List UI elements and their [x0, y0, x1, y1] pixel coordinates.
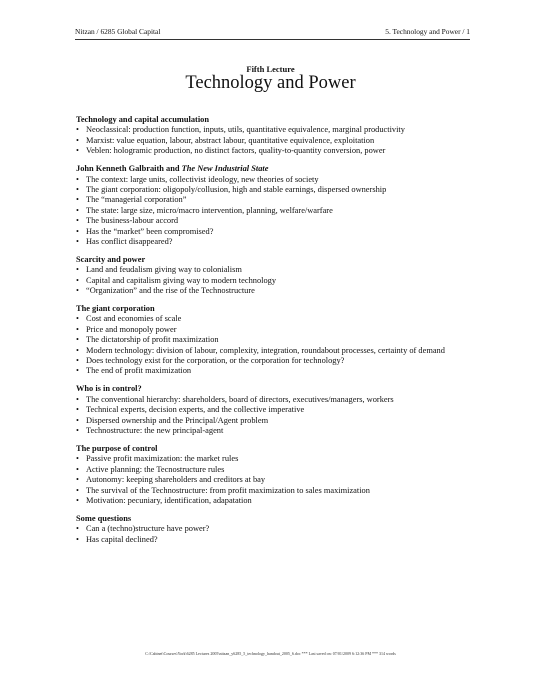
list-item [76, 475, 476, 485]
section-title [76, 444, 476, 454]
list-item-text: Neoclassical: production function, inputs, utils, quantitative equivalence, marginal productivity [86, 125, 405, 135]
bullet-icon: • [76, 216, 79, 226]
list-item-text: Active planning: the Tecnostructure rules [86, 464, 225, 474]
list-item-text: Can a (techno)structure have power? [86, 524, 210, 534]
section [76, 255, 476, 297]
bullet-icon: • [76, 314, 79, 324]
list-item [76, 426, 476, 436]
list-item [76, 335, 476, 345]
section [76, 164, 476, 247]
list-item [76, 356, 476, 366]
page-header [75, 27, 470, 40]
list-item-text: The dictatorship of profit maximization [86, 335, 219, 345]
list-item-text: The state: large size, micro/macro intervention, planning, welfare/warfare [86, 205, 333, 215]
bullet-icon: • [76, 174, 79, 184]
section-title-text: The purpose of control [76, 443, 158, 453]
section-title-text: John Kenneth Galbraith and [76, 164, 182, 174]
bullet-list [76, 314, 476, 376]
list-item [76, 237, 476, 247]
list-item [76, 416, 476, 426]
bullet-icon: • [76, 356, 79, 366]
list-item-text: Veblen: hologramic production, no distinct factors, quality-to-quantity conversion, power [86, 146, 386, 156]
section-title-text: The giant corporation [76, 304, 155, 313]
bullet-icon: • [76, 265, 79, 275]
bullet-icon: • [76, 226, 79, 236]
list-item [76, 185, 476, 195]
list-item-text: The end of profit maximization [86, 366, 192, 376]
list-item-text: The context: large units, collectivist ideology, new theories of society [86, 174, 319, 184]
section-title [76, 255, 476, 265]
list-item-text: Land and feudalism giving way to colonialism [86, 265, 242, 275]
bullet-list [76, 524, 476, 545]
list-item-text: Price and monopoly power [86, 324, 177, 334]
list-item [76, 227, 476, 237]
bullet-icon: • [76, 205, 79, 215]
list-item [76, 195, 476, 205]
section-title [76, 514, 476, 524]
page-title: Technology and Power [185, 73, 356, 93]
list-item [76, 206, 476, 216]
bullet-icon: • [76, 394, 79, 404]
bullet-icon: • [76, 425, 79, 435]
list-item-text: Technical experts, decision experts, and the collective imperative [86, 405, 305, 415]
bullet-icon: • [76, 184, 79, 194]
bullet-icon: • [76, 485, 79, 495]
list-item [76, 265, 476, 275]
list-item [76, 535, 476, 545]
list-item [76, 524, 476, 534]
list-item [76, 366, 476, 376]
bullet-list [76, 395, 476, 437]
list-item [76, 314, 476, 324]
list-item-text: “Organization” and the rise of the Technostructure [86, 286, 255, 296]
bullet-icon: • [76, 286, 79, 296]
section [76, 304, 476, 377]
list-item [76, 146, 476, 156]
lecture-number: Fifth Lecture [246, 64, 295, 74]
section-title [76, 304, 476, 314]
list-item-text: The business-labour accord [86, 216, 179, 226]
list-item [76, 276, 476, 286]
bullet-icon: • [76, 495, 79, 505]
bullet-icon: • [76, 125, 79, 135]
section [76, 115, 476, 157]
bullet-list [76, 265, 476, 296]
list-item [76, 486, 476, 496]
list-item [76, 346, 476, 356]
list-item-text: Marxist: value equation, labour, abstract labour, quantitative equivalence, exploitation [86, 135, 375, 145]
section-title [76, 384, 476, 394]
list-item [76, 286, 476, 296]
list-item-text: The giant corporation: oligopoly/collusion, high and stable earnings, dispersed ownership [86, 184, 387, 194]
section [76, 514, 476, 545]
section-title-text: Scarcity and power [76, 254, 146, 264]
bullet-icon: • [76, 135, 79, 145]
list-item [76, 454, 476, 464]
bullet-icon: • [76, 366, 79, 376]
list-item-text: Passive profit maximization: the market rules [86, 454, 239, 464]
bullet-icon: • [76, 454, 79, 464]
list-item [76, 125, 476, 135]
list-item [76, 465, 476, 475]
list-item-text: Technostructure: the new principal-agent [86, 425, 224, 435]
list-item-text: Capital and capitalism giving way to modern technology [86, 275, 277, 285]
list-item-text: Has capital declined? [86, 534, 158, 544]
list-item [76, 216, 476, 226]
file-path-footer: C:\Cabinet\Courses\York\6285 Lectures 2005\nitzan_y6285_5_technology_handout_2005_6.doc *** Last saved on: 07/01/2009 6:12:36 PM *** 314 words [145, 651, 396, 656]
bullet-icon: • [76, 464, 79, 474]
bullet-icon: • [76, 475, 79, 485]
bullet-icon: • [76, 524, 79, 534]
list-item-text: Has conflict disappeared? [86, 236, 173, 246]
list-item [76, 136, 476, 146]
section [76, 444, 476, 506]
bullet-list [76, 125, 476, 156]
bullet-icon: • [76, 195, 79, 205]
list-item [76, 496, 476, 506]
section-title-text: Who is in control? [76, 384, 142, 394]
section-title-italic: The New Industrial State [181, 164, 269, 174]
list-item-text: The survival of the Technostructure: from profit maximization to sales maximization [86, 485, 370, 495]
list-item [76, 405, 476, 415]
bullet-icon: • [76, 534, 79, 544]
section-title [76, 164, 476, 174]
section [76, 384, 476, 436]
list-item-text: The conventional hierarchy: shareholders, board of directors, executives/managers, workers [86, 394, 394, 404]
bullet-icon: • [76, 275, 79, 285]
list-item [76, 325, 476, 335]
bullet-list [76, 454, 476, 506]
list-item [76, 175, 476, 185]
bullet-icon: • [76, 146, 79, 156]
list-item-text: Has the “market” been compromised? [86, 226, 214, 236]
bullet-icon: • [76, 324, 79, 334]
list-item-text: The “managerial corporation” [86, 195, 187, 205]
bullet-icon: • [76, 405, 79, 415]
list-item-text: Dispersed ownership and the Principal/Agent problem [86, 415, 269, 425]
list-item-text: Autonomy: keeping shareholders and creditors at bay [86, 475, 266, 485]
section-title [76, 115, 476, 125]
list-item-text: Motivation: pecuniary, identification, adapatation [86, 495, 252, 505]
list-item-text: Does technology exist for the corporation, or the corporation for technology? [86, 356, 345, 366]
header-lecture-page: 5. Technology and Power / 1 [385, 27, 470, 36]
bullet-icon: • [76, 345, 79, 355]
bullet-list [76, 175, 476, 248]
list-item [76, 395, 476, 405]
section-title-text: Some questions [76, 513, 132, 523]
bullet-icon: • [76, 335, 79, 345]
section-title-text: Technology and capital accumulation [76, 115, 210, 124]
lecture-content [76, 115, 476, 553]
bullet-icon: • [76, 415, 79, 425]
header-course: Nitzan / 6285 Global Capital [75, 27, 161, 36]
bullet-icon: • [76, 236, 79, 246]
list-item-text: Modern technology: division of labour, complexity, integration, roundabout processes, certainty of demand [86, 345, 445, 355]
list-item-text: Cost and economies of scale [86, 314, 182, 324]
